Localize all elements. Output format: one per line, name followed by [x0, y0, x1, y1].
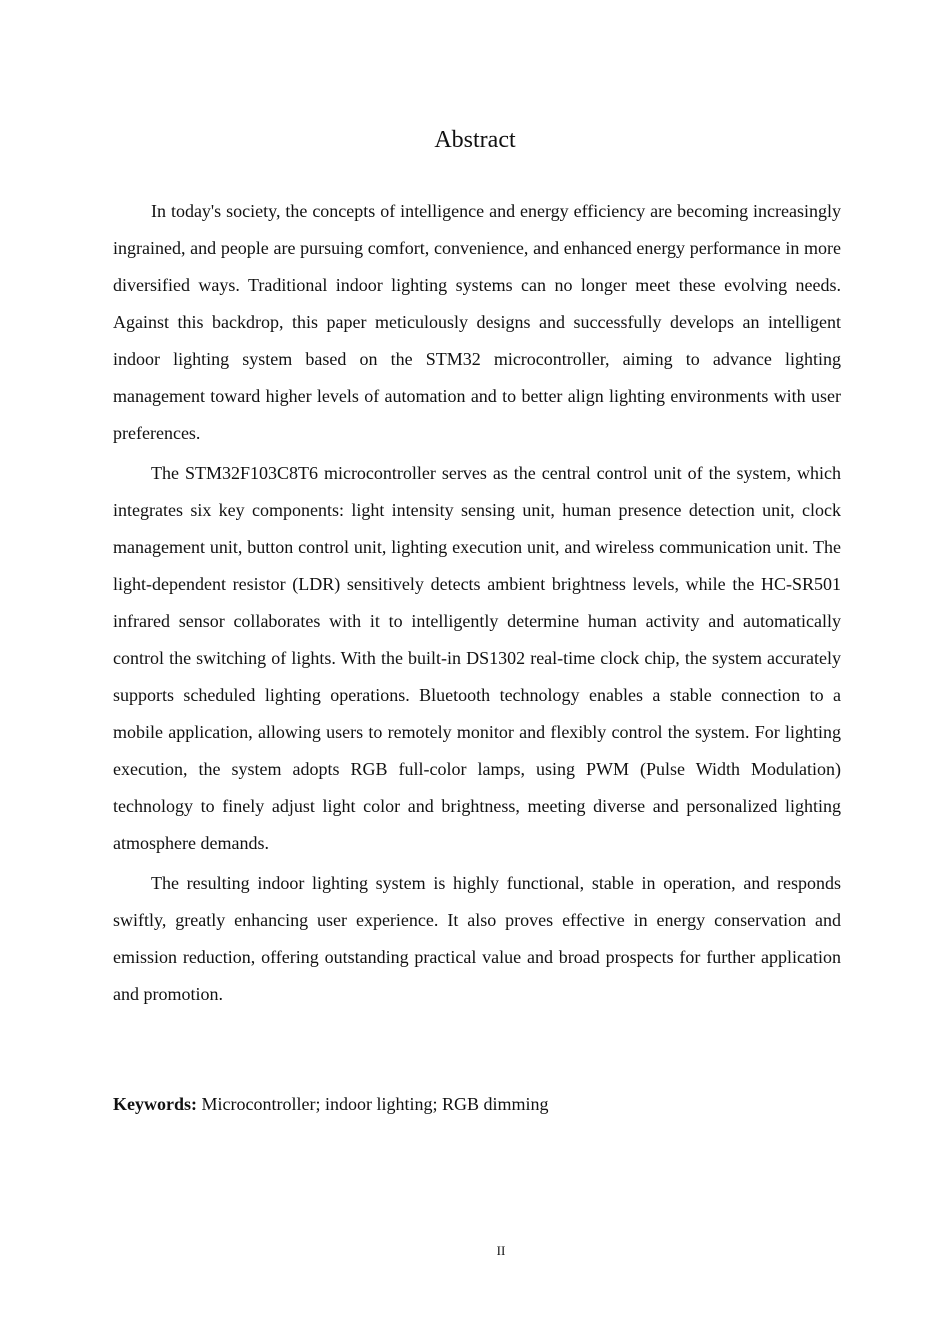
abstract-body: [113, 193, 841, 1016]
abstract-paragraph-3: The resulting indoor lighting system is highly functional, stable in operation, and responds swiftly, greatly enhancing user experience. It also proves effective in energy conservation and emission reduction, offering outstanding practical value and broad prospects for further application and promotion.: [113, 873, 841, 1004]
keywords-value: Microcontroller; indoor lighting; RGB dimming: [201, 1094, 549, 1114]
abstract-title: Abstract: [434, 127, 516, 153]
abstract-paragraph-2: The STM32F103C8T6 microcontroller serves as the central control unit of the system, which integrates six key components: light intensity sensing unit, human presence detection unit, clock management unit, button control unit, lighting execution unit, and wireless communication unit. The light-dependent resistor (LDR) sensitively detects ambient brightness levels, while the HC-SR501 infrared sensor collaborates with it to intelligently determine human activity and automatically control the switching of lights. With the built-in DS1302 real-time clock chip, the system accurately supports scheduled lighting operations. Bluetooth technology enables a stable connection to a mobile application, allowing users to remotely monitor and flexibly control the system. For lighting execution, the system adopts RGB full-color lamps, using PWM (Pulse Width Modulation) technology to finely adjust light color and brightness, meeting diverse and personalized lighting atmosphere demands.: [113, 463, 841, 853]
abstract-paragraph-1: In today's society, the concepts of intelligence and energy efficiency are becoming increasingly ingrained, and people are pursuing comfort, convenience, and enhanced energy performance in more diversified ways. Traditional indoor lighting systems can no longer meet these evolving needs. Against this backdrop, this paper meticulously designs and successfully develops an intelligent indoor lighting system based on the STM32 microcontroller, aiming to advance lighting management toward higher levels of automation and to better align lighting environments with user preferences.: [113, 201, 841, 443]
keywords-line: [113, 1090, 548, 1118]
keywords-label: Keywords:: [113, 1094, 197, 1114]
page-number: II: [496, 1243, 506, 1258]
